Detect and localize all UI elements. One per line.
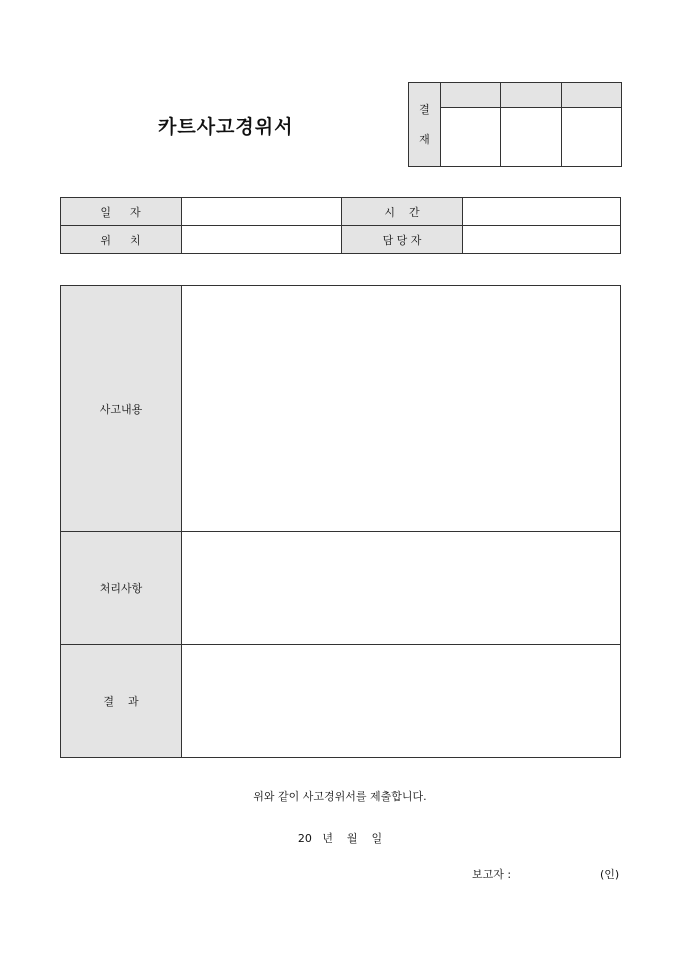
submission-statement: 위와 같이 사고경위서를 제출합니다. [253, 790, 427, 803]
reporter-line [472, 866, 620, 882]
location-label: 위 치 [61, 226, 182, 254]
approval-label-bottom: 재 [419, 132, 430, 146]
approval-box [408, 82, 622, 167]
result-field[interactable] [182, 645, 621, 758]
accident-details-label: 사고내용 [61, 286, 182, 532]
seal-label: (인) [600, 868, 620, 881]
result-label: 결 과 [61, 645, 182, 758]
document-title: 카트사고경위서 [158, 116, 294, 138]
date-line: 20 년 월 일 [297, 832, 383, 845]
time-label: 시 간 [342, 198, 463, 226]
time-field[interactable] [463, 198, 621, 226]
accident-details-field[interactable] [182, 286, 621, 532]
approval-label [409, 83, 441, 167]
reporter-label: 보고자 : [472, 868, 512, 881]
date-field[interactable] [182, 198, 342, 226]
content-table [60, 285, 621, 758]
approval-header-cell [441, 83, 501, 108]
location-field[interactable] [182, 226, 342, 254]
approval-signature-cell[interactable] [501, 108, 561, 167]
manager-label: 담 당 자 [342, 226, 463, 254]
approval-header-cell [501, 83, 561, 108]
manager-field[interactable] [463, 226, 621, 254]
info-table [60, 197, 621, 254]
handling-label: 처리사항 [61, 532, 182, 645]
handling-field[interactable] [182, 532, 621, 645]
approval-label-top: 결 [419, 102, 430, 116]
approval-signature-cell[interactable] [561, 108, 621, 167]
approval-signature-cell[interactable] [441, 108, 501, 167]
approval-header-cell [561, 83, 621, 108]
date-label: 일 자 [61, 198, 182, 226]
